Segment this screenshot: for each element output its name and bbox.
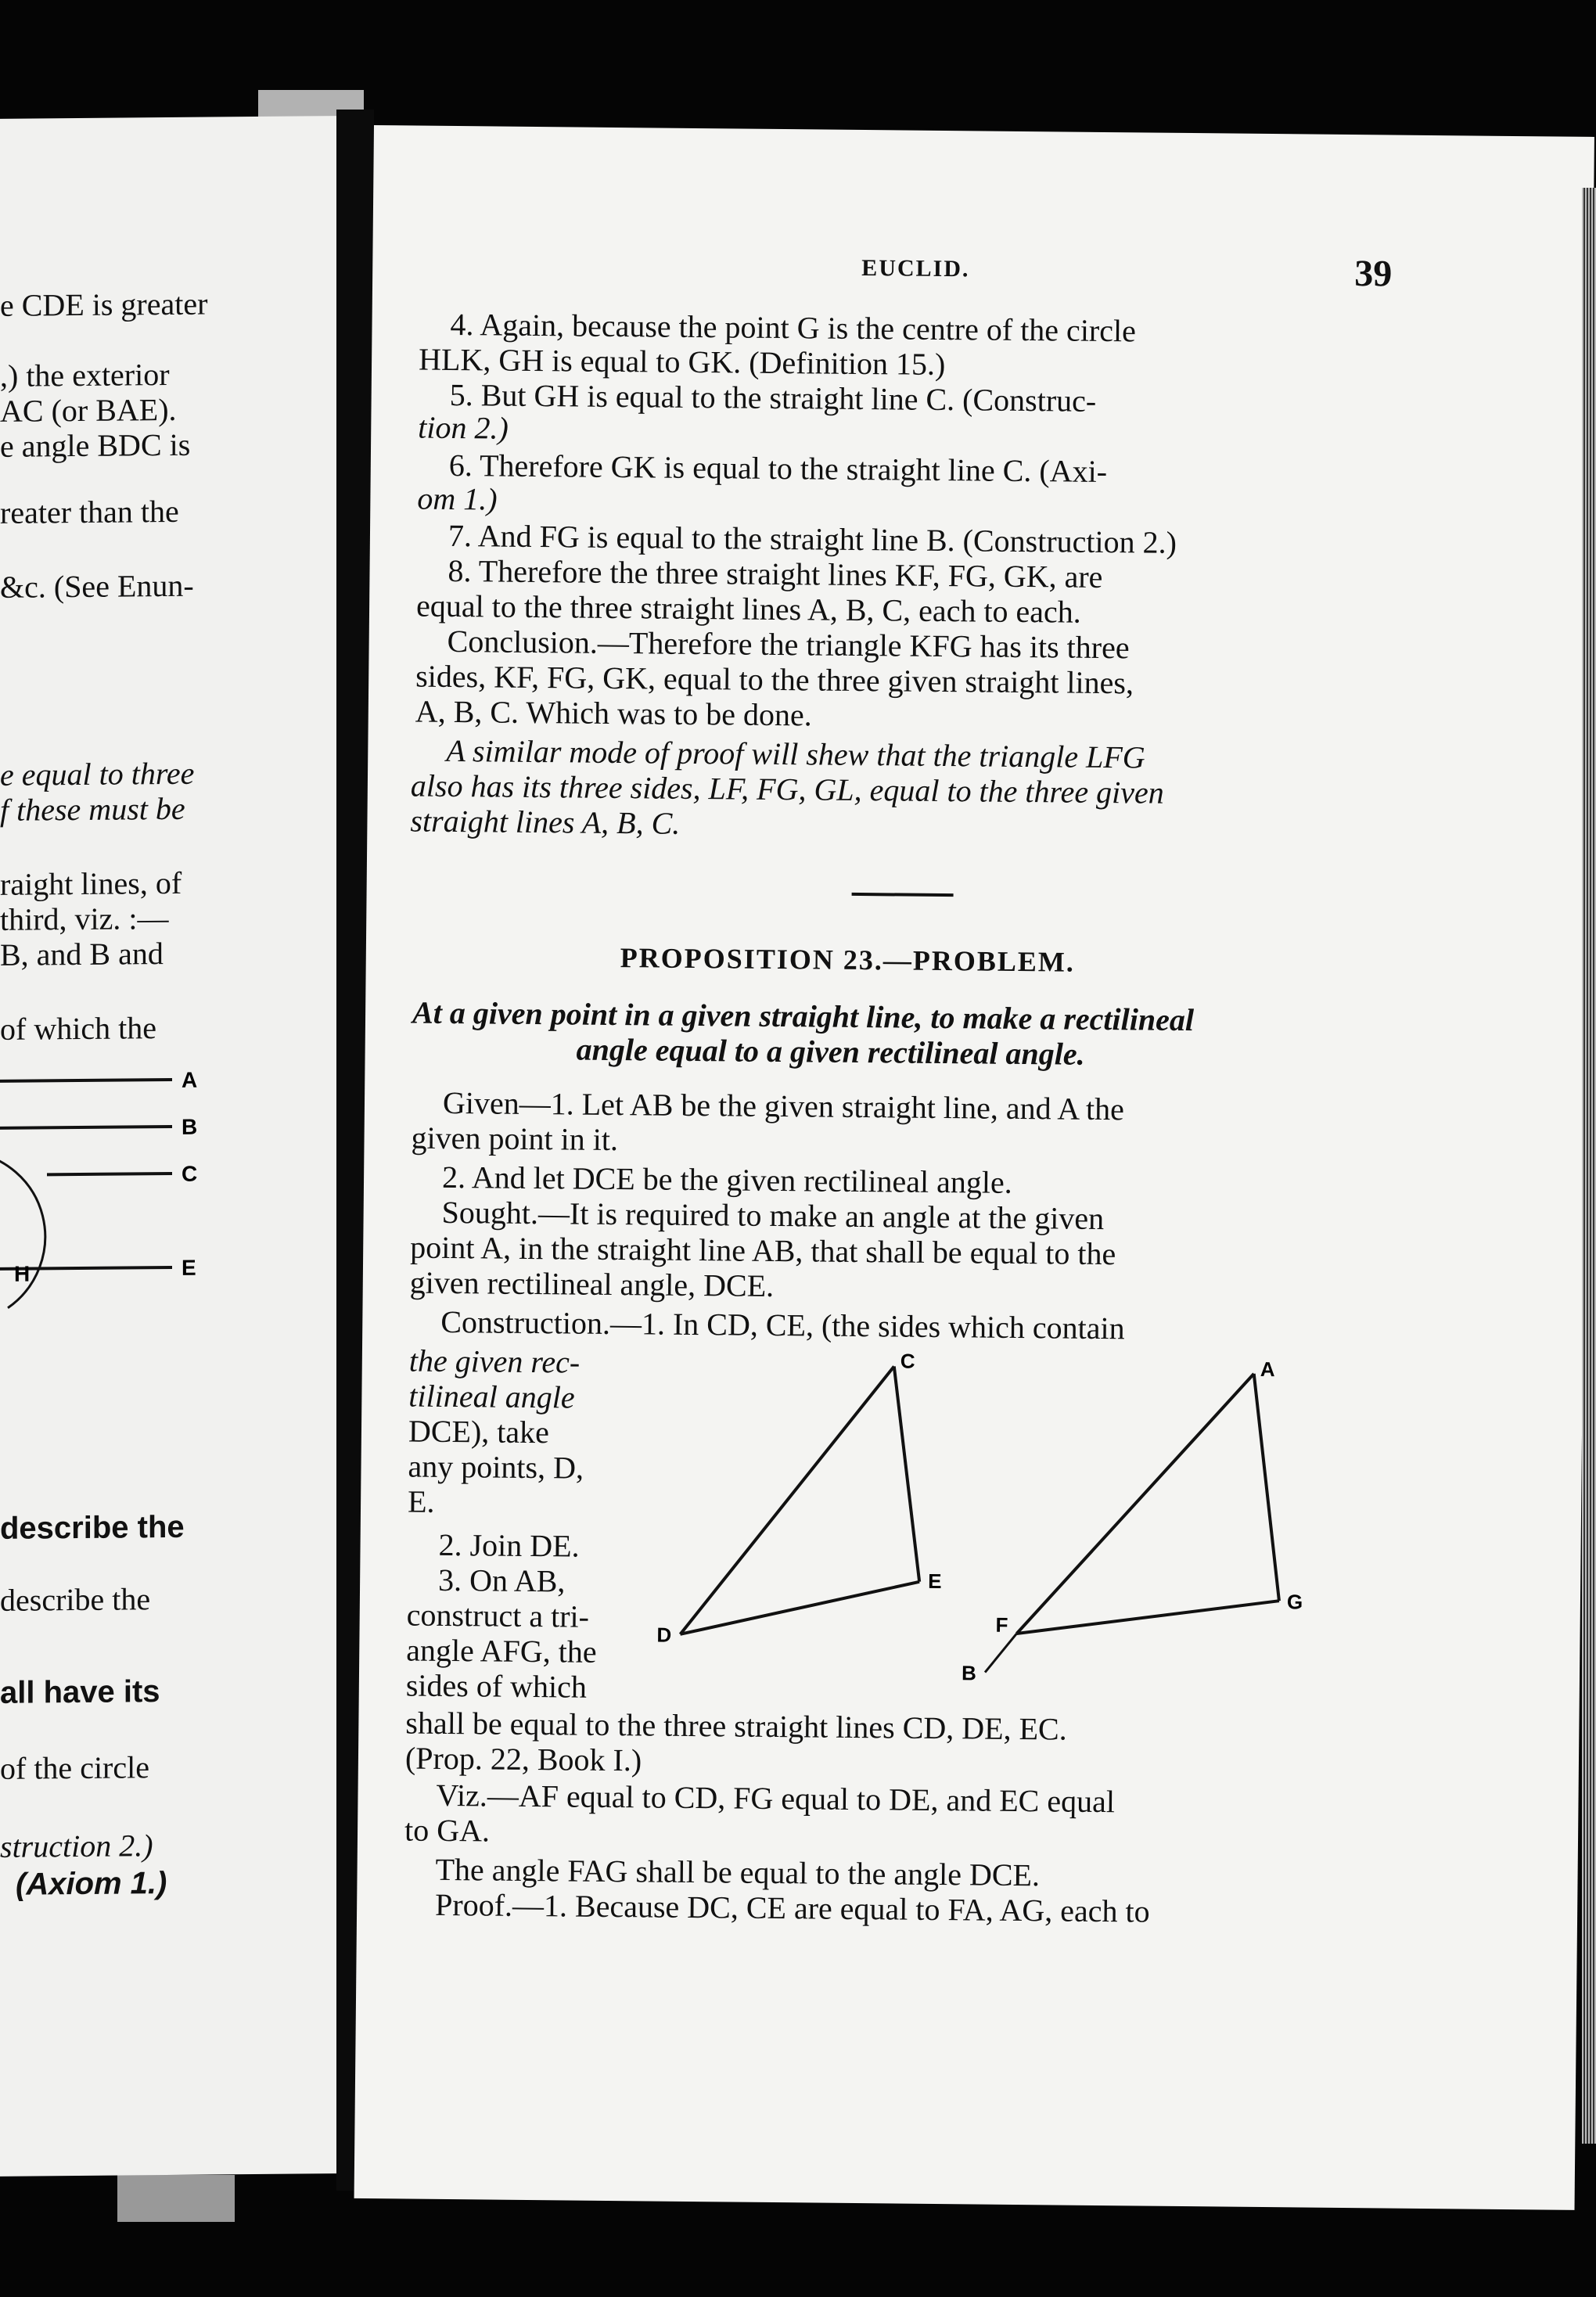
section-rule [852,893,954,897]
left-line-4: e angle BDC is [0,426,191,464]
label-b: B [961,1661,976,1685]
wrap-line-1: the given rec- [408,1343,581,1380]
left-line-8: f these must be [0,790,185,828]
left-line-5: reater than the [0,493,179,530]
line-b [0,1127,172,1128]
triangles-figure [649,1348,1340,1698]
left-line-14: describe the [0,1581,151,1618]
label-h: H [14,1261,31,1286]
label-c: C [182,1161,198,1186]
left-line-9: raight lines, of [0,865,182,902]
after-line-2: (Prop. 22, Book I.) [404,1740,642,1778]
proposition-title: PROPOSITION 23.—PROBLEM. [620,942,1076,978]
label-a: A [182,1067,198,1092]
construction-line: Construction.—1. In CD, CE, (the sides which contain [440,1303,1125,1346]
conclusion-line: Conclusion.—Therefore the triangle KFG has its three [447,623,1130,666]
enunciation-line-1: At a given point in a given straight line, to make a rectilineal [412,994,1195,1038]
text-line-11: sides, KF, FG, GK, equal to the three given straight lines, [415,658,1134,701]
line-ce [892,1366,922,1581]
label-f: F [995,1612,1008,1637]
line-ag [1252,1374,1281,1601]
after-line-1: shall be equal to the three straight lines CD, DE, EC. [405,1705,1067,1747]
left-line-10: third, viz. :— [0,900,169,937]
label-c: C [900,1349,915,1373]
left-line-6: &c. (See Enun- [0,567,194,605]
wrap-line-3: DCE), take [408,1413,550,1450]
text-line-14: also has its three sides, LF, FG, GL, equal to the three given [410,767,1164,811]
running-header: EUCLID. [861,254,970,282]
text-line-9: equal to the three straight lines A, B, C, each to each. [415,588,1082,630]
label-d: D [656,1623,672,1647]
proof-line: Proof.—1. Because DC, CE are equal to FA, AG, each to [434,1886,1150,1929]
wrap-line-6: 2. Join DE. [438,1526,580,1564]
left-line-16: of the circle [0,1749,149,1786]
line-fa [1017,1371,1254,1636]
label-a: A [1260,1357,1275,1382]
wrap-line-8: construct a tri- [406,1597,590,1634]
text-line-8: 8. Therefore the three straight lines KF, FG, GK, are [448,552,1103,595]
text-line-13: A similar mode of proof will shew that the triangle LFG [446,732,1145,775]
label-g: G [1286,1590,1303,1614]
label-e: E [928,1569,942,1594]
wrap-line-5: E. [407,1483,435,1519]
line-gf [1017,1598,1279,1636]
right-page [354,125,1594,2210]
after-line-4: to GA. [404,1812,491,1849]
label-b: B [182,1114,198,1139]
text-line-2: HLK, GH is equal to GK. (Definition 15.) [418,341,946,383]
given-line: Given—1. Let AB be the given straight line, and A the [442,1084,1125,1127]
left-line-17: struction 2.) [0,1828,153,1864]
body-line-2: given point in it. [411,1120,619,1158]
after-line-5: The angle FAG shall be equal to the angle DCE. [435,1851,1041,1893]
wrap-line-10: sides of which [405,1667,588,1705]
text-line-7: 7. And FG is equal to the straight line B. (Construction 2.) [448,517,1177,560]
left-line-13: describe the [0,1509,185,1546]
line-a [0,1080,172,1081]
text-line-1: 4. Again, because the point G is the centre of the circle [450,306,1137,349]
body-line-3: 2. And let DCE be the given rectilineal angle. [441,1159,1012,1200]
left-line-15: all have its [0,1674,160,1710]
text-line-4: tion 2.) [418,409,509,446]
text-line-12: A, B, C. Which was to be done. [415,693,812,733]
body-line-5: point A, in the straight line AB, that shall be equal to the [410,1229,1116,1272]
text-line-15: straight lines A, B, C. [410,803,681,841]
text-line-3: 5. But GH is equal to the straight line C. (Construc- [449,376,1097,419]
wrap-line-7: 3. On AB, [437,1562,566,1599]
viz-line: Viz.—AF equal to CD, FG equal to DE, and EC equal [436,1777,1116,1820]
page-edges [1582,188,1596,2144]
left-line-12: of which the [0,1010,156,1047]
left-line-3: AC (or BAE). [0,391,177,429]
label-e: E [182,1255,196,1280]
text-line-5: 6. Therefore GK is equal to the straight line C. (Axi- [448,447,1108,490]
enunciation-line-2: angle equal to a given rectilineal angle. [576,1031,1085,1072]
wrap-line-2: tilineal angle [408,1378,575,1415]
left-line-11: B, and B and [0,936,164,972]
binding-tape-bottom [117,2175,235,2222]
text-line-6: om 1.) [417,480,498,517]
left-line-7: e equal to three [0,755,195,793]
left-line-18: (Axiom 1.) [16,1866,167,1902]
left-line-1: e CDE is greater [0,286,208,323]
body-line-6: given rectilineal angle, DCE. [409,1264,775,1303]
line-fb [985,1634,1016,1673]
left-page [0,116,336,2177]
left-figure [0,1047,336,1457]
wrap-line-9: angle AFG, the [406,1632,597,1670]
wrap-line-4: any points, D, [408,1448,584,1486]
page-number: 39 [1353,253,1393,295]
left-line-2: ,) the exterior [0,356,170,394]
unused-shape [683,1505,940,1699]
sought-line: Sought.—It is required to make an angle at the given [441,1194,1105,1237]
